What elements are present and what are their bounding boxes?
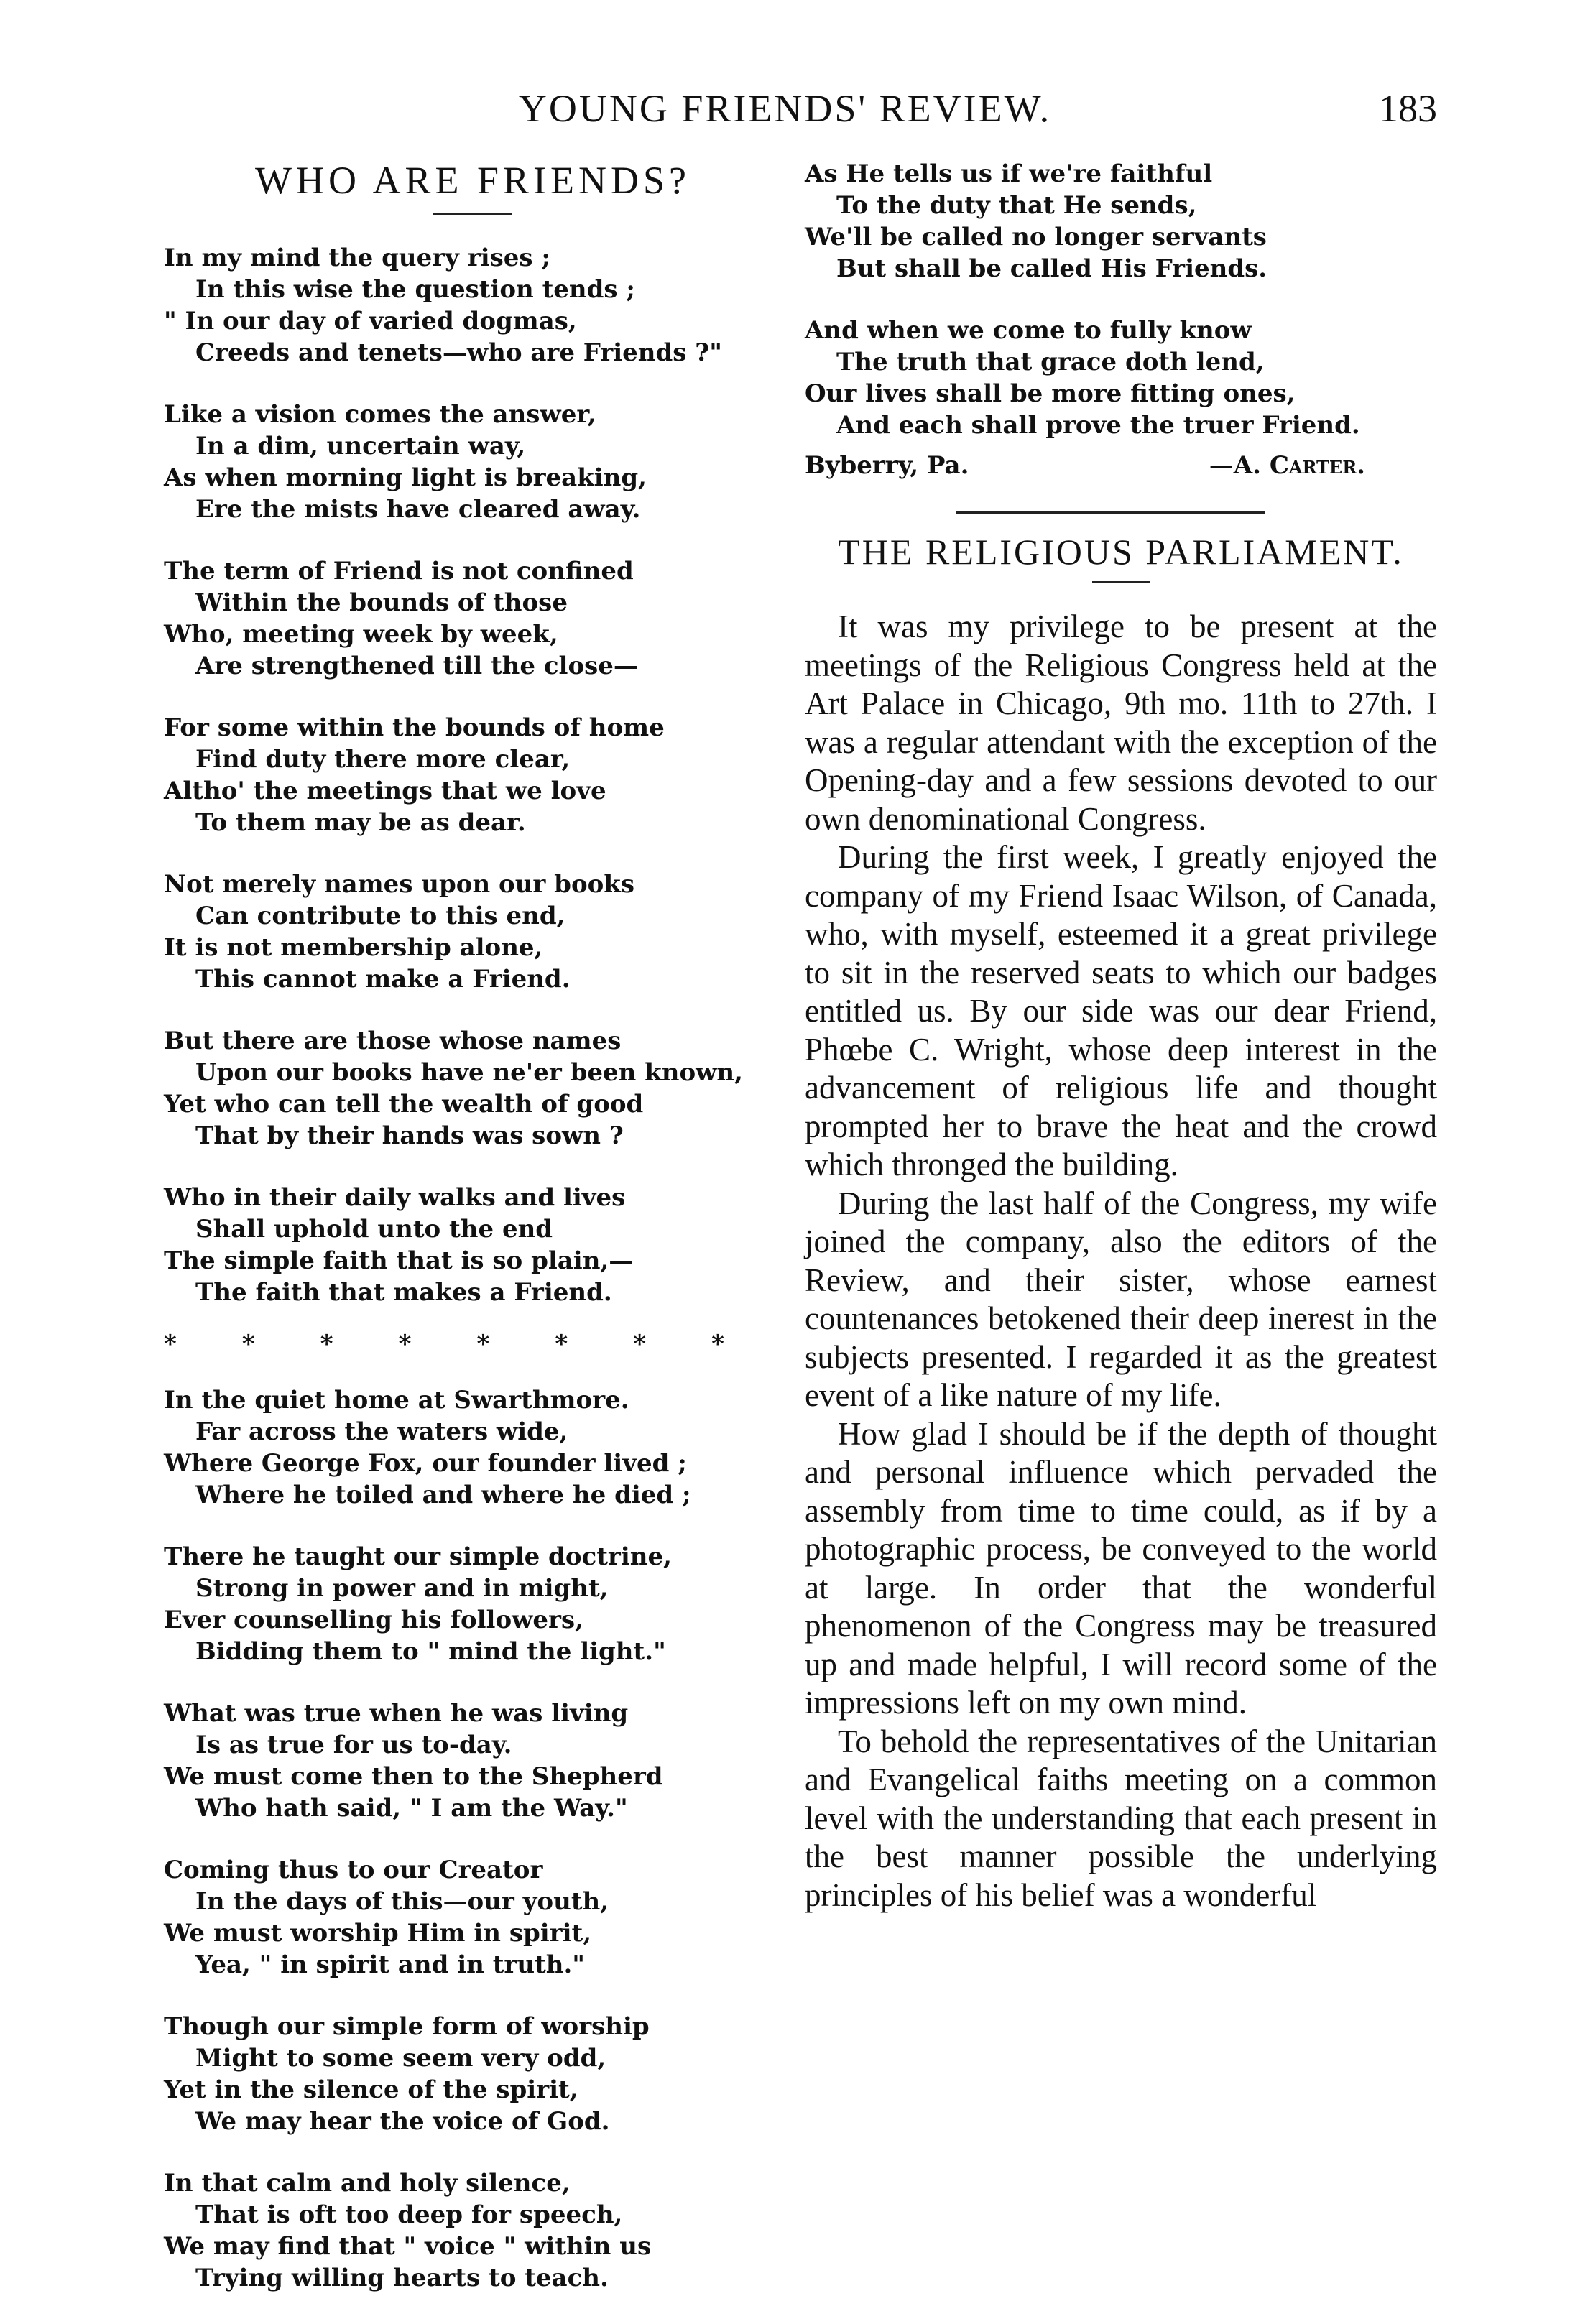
- poem-line: But there are those whose names: [164, 1027, 622, 1055]
- poem-line: Altho' the meetings that we love: [164, 777, 606, 805]
- poem-line: Shall uphold unto the end: [195, 1215, 553, 1244]
- poem-line: Can contribute to this end,: [195, 902, 565, 930]
- poem-line: Where he toiled and where he died ;: [195, 1481, 691, 1509]
- poem-line: Is as true for us to-day.: [195, 1731, 512, 1759]
- poem-line: Coming thus to our Creator: [164, 1856, 543, 1884]
- title-rule: [433, 213, 512, 215]
- asterisk: *: [398, 1330, 412, 1358]
- poem-line: In that calm and holy silence,: [164, 2169, 571, 2198]
- article-title-rule: [1092, 581, 1150, 583]
- poem-line: Upon our books have ne'er been known,: [195, 1058, 743, 1087]
- poem-stanza: [164, 1384, 782, 1511]
- poem-line: As when morning light is breaking,: [164, 463, 647, 492]
- asterisk: *: [633, 1330, 647, 1358]
- poem-line: The term of Friend is not confined: [164, 557, 634, 585]
- page-header: [0, 86, 1570, 144]
- poem-line: Yet in the silence of the spirit,: [164, 2075, 578, 2104]
- signature-place: Byberry, Pa.: [805, 451, 969, 480]
- poem-line: The truth that grace doth lend,: [836, 348, 1265, 376]
- poem-line: Yet who can tell the wealth of good: [164, 1090, 644, 1119]
- poem-line: Ere the mists have cleared away.: [195, 495, 641, 524]
- article-body: [805, 608, 1437, 1915]
- poem-line: Yea, " in spirit and in truth.": [195, 1950, 586, 1979]
- article-paragraph: During the last half of the Congress, my wife joined the company, also the editors of the Review, and their sister, whose earnest countenances betokened their deep inerest in the subjects presented. I regarded it as the greatest event of a like nature of my life.: [805, 1185, 1437, 1413]
- asterisk: *: [476, 1330, 490, 1358]
- poem-line: In my mind the query rises ;: [164, 244, 550, 272]
- poem-line: This cannot make a Friend.: [195, 965, 571, 994]
- poem-line: We may find that " voice " within us: [164, 2232, 652, 2261]
- poem-line: Bidding them to " mind the light.": [195, 1637, 666, 1666]
- poem-stanza: [164, 1025, 782, 1152]
- poem-stanza: [805, 315, 1437, 441]
- poem-line: Where George Fox, our founder lived ;: [164, 1449, 687, 1478]
- article-title: THE RELIGIOUS PARLIAMENT.: [838, 532, 1404, 572]
- poem-line: Are strengthened till the close—: [195, 652, 638, 680]
- poem-line: We must come then to the Shepherd: [164, 1762, 663, 1791]
- asterisk: *: [164, 1330, 177, 1358]
- asterisk: *: [711, 1330, 724, 1358]
- asterisk: *: [320, 1330, 333, 1358]
- poem-stanza: [164, 555, 782, 682]
- asterisk: *: [555, 1330, 568, 1358]
- poem-line: And each shall prove the truer Friend.: [836, 411, 1360, 440]
- poem-line: To them may be as dear.: [195, 808, 526, 837]
- poem-title: WHO ARE FRIENDS?: [255, 159, 691, 202]
- poem-line: In the quiet home at Swarthmore.: [164, 1386, 629, 1415]
- poem-line: There he taught our simple doctrine,: [164, 1542, 672, 1571]
- poem-line: Trying willing hearts to teach.: [195, 2264, 609, 2292]
- poem-stanzas-part-2: [164, 1384, 782, 2294]
- asterisk: *: [241, 1330, 255, 1358]
- right-column: [805, 158, 1437, 1915]
- poem-stanza: [164, 869, 782, 995]
- poem-line: And when we come to fully know: [805, 316, 1252, 345]
- signature-author: —A. Carter.: [1209, 451, 1365, 480]
- poem-line: In the days of this—our youth,: [195, 1887, 609, 1916]
- poem-line: Our lives shall be more fitting ones,: [805, 379, 1296, 408]
- page-number: 183: [1379, 87, 1437, 130]
- poem-line: Find duty there more clear,: [195, 745, 571, 774]
- article-paragraph: To behold the representatives of the Unitarian and Evangelical faiths meeting on a common level with the understanding that each present in the best manner possible the underlying principles of his belief was a wonderful: [805, 1723, 1437, 1913]
- poem-stanza: [164, 712, 782, 838]
- poem-line: It is not membership alone,: [164, 933, 543, 962]
- poem-line: Ever counselling his followers,: [164, 1606, 583, 1634]
- poem-line: But shall be called His Friends.: [836, 254, 1267, 283]
- poem-stanzas-part-1: [164, 242, 782, 1308]
- poem-stanza: [164, 1698, 782, 1824]
- poem-line: Might to some seem very odd,: [195, 2044, 606, 2073]
- poem-stanza: [164, 1182, 782, 1308]
- poem-line: Within the bounds of those: [195, 588, 568, 617]
- poem-line: In this wise the question tends ;: [195, 275, 635, 304]
- poem-line: The simple faith that is so plain,—: [164, 1246, 634, 1275]
- poem-line: Not merely names upon our books: [164, 870, 634, 899]
- poem-stanza: [164, 2011, 782, 2137]
- poem-line: Who in their daily walks and lives: [164, 1183, 626, 1212]
- poem-line: What was true when he was living: [164, 1699, 629, 1728]
- poem-line: We must worship Him in spirit,: [164, 1919, 592, 1948]
- article-paragraph: During the first week, I greatly enjoyed the company of my Friend Isaac Wilson, of Canada, who, with myself, esteemed it a great privilege to sit in the reserved seats to which our badges entitled us. By our side was our dear Friend, Phœbe C. Wright, whose deep interest in the advancement of religious life and thought prompted her to brave the heat and the crowd which thronged the building.: [805, 839, 1437, 1182]
- poem-stanza: [805, 158, 1437, 284]
- poem-line: Who hath said, " I am the Way.": [195, 1794, 628, 1823]
- poem-line: We'll be called no longer servants: [805, 223, 1267, 251]
- poem-stanza: [164, 399, 782, 525]
- poem-line: Like a vision comes the answer,: [164, 400, 596, 429]
- section-divider: [956, 511, 1265, 514]
- poem-line: That by their hands was sown ?: [195, 1121, 624, 1150]
- poem-stanza: [164, 2167, 782, 2294]
- article-paragraph: It was my privilege to be present at the meetings of the Religious Congress held at the Art Palace in Chicago, 9th mo. 11th to 27th. I was a regular attendant with the exception of the Opening-day and a few sessions devoted to our own denominational Congress.: [805, 608, 1437, 837]
- poem-line: Far across the waters wide,: [195, 1417, 568, 1446]
- poem-signature: [805, 450, 1437, 481]
- poem-stanza: [164, 242, 782, 369]
- poem-line: To the duty that He sends,: [836, 191, 1197, 220]
- poem-line: Strong in power and in might,: [195, 1574, 609, 1603]
- poem-line: We may hear the voice of God.: [195, 2107, 610, 2136]
- poem-line: The faith that makes a Friend.: [195, 1278, 612, 1307]
- running-title: YOUNG FRIENDS' REVIEW.: [518, 87, 1052, 130]
- asterisk-separator: [164, 1330, 724, 1358]
- poem-line: Who, meeting week by week,: [164, 620, 558, 649]
- poem-line: Though our simple form of worship: [164, 2012, 650, 2041]
- poem-line: For some within the bounds of home: [164, 713, 665, 742]
- poem-stanzas-part-3: [805, 158, 1437, 441]
- poem-line: As He tells us if we're faithful: [805, 159, 1213, 188]
- poem-line: That is oft too deep for speech,: [195, 2200, 623, 2229]
- poem-stanza: [164, 1854, 782, 1981]
- poem-line: " In our day of varied dogmas,: [164, 307, 577, 335]
- left-column: [164, 158, 782, 2324]
- poem-line: In a dim, uncertain way,: [195, 432, 526, 460]
- poem-stanza: [164, 1541, 782, 1667]
- poem-line: Creeds and tenets—who are Friends ?": [195, 338, 722, 367]
- article-paragraph: How glad I should be if the depth of thought and personal influence which pervaded the assembly from time to time could, as if by a photographic process, be conveyed to the world at large. In order that the wonderful phenomenon of the Congress may be treasured up and made helpful, I will record some of the impressions left on my own mind.: [805, 1415, 1437, 1721]
